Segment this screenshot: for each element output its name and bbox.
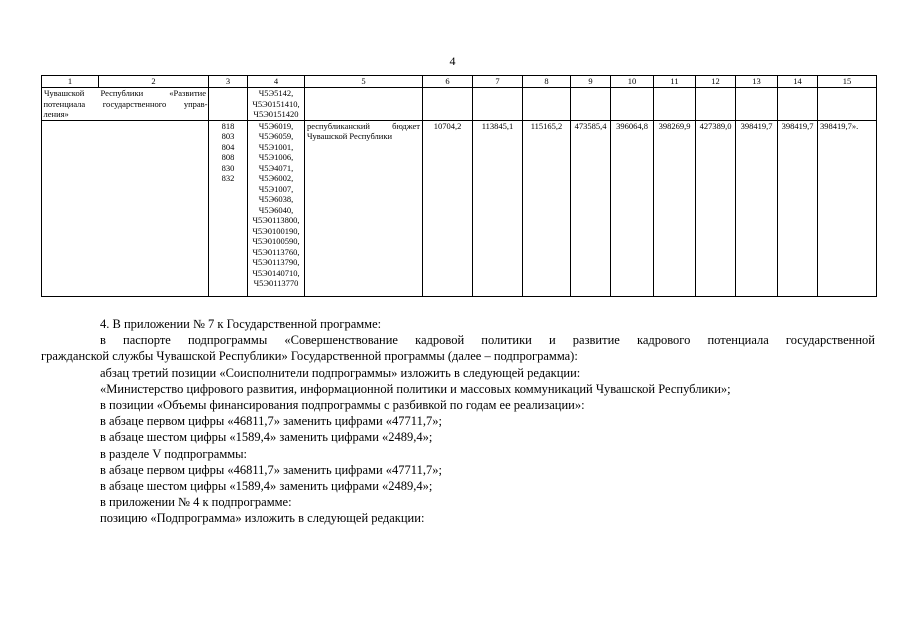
row1-col12 <box>696 88 736 121</box>
cell-text: Ч5Э6040, <box>258 204 294 215</box>
row2-col4 <box>248 120 305 296</box>
row2-value: 427389,0 <box>696 120 736 296</box>
cell-text: 830 <box>221 162 235 173</box>
column-header: 9 <box>571 76 611 88</box>
row2-col1 <box>42 120 99 296</box>
cell-text: 818 <box>221 120 235 131</box>
row1-col7 <box>473 88 523 121</box>
column-header: 13 <box>736 76 778 88</box>
page-number: 4 <box>449 54 456 68</box>
cell-text: Чувашской <box>44 88 85 98</box>
row2-col3 <box>209 120 248 296</box>
column-header: 11 <box>654 76 696 88</box>
paragraph: гражданской службы Чувашской Республики» Государственной программы (далее – подпрограмма): <box>41 349 578 364</box>
cell-text: Ч5Э0113770 <box>253 278 299 288</box>
row2-value: 473585,4 <box>571 120 611 296</box>
row2-value: 398419,7 <box>736 120 778 296</box>
cell-text: Ч5Э0113790, <box>252 257 300 267</box>
row1-col11 <box>654 88 696 121</box>
table-header-row <box>42 76 877 88</box>
column-header: 3 <box>209 76 248 88</box>
column-header: 7 <box>473 76 523 88</box>
row2-value: 396064,8 <box>611 120 654 296</box>
cell-text: Ч5Э6019, <box>258 120 294 131</box>
row2-value: 398419,7 <box>778 120 818 296</box>
cell-text: Ч5Э6059, <box>258 131 294 141</box>
cell-text: 808 <box>221 152 235 162</box>
row1-col14 <box>778 88 818 121</box>
row1-col9 <box>571 88 611 121</box>
row2-col2 <box>99 120 209 296</box>
column-header: 2 <box>99 76 209 88</box>
paragraph: позицию «Подпрограмма» изложить в следующей редакции: <box>100 511 425 526</box>
row1-col3 <box>209 88 248 121</box>
row1-col10 <box>611 88 654 121</box>
paragraph: в приложении № 4 к подпрограмме: <box>100 495 292 510</box>
cell-text: Ч5Э0151420 <box>253 109 299 119</box>
paragraph: в позиции «Объемы финансирования подпрограммы с разбивкой по годам ее реализации»: <box>100 398 585 413</box>
paragraph: в паспорте подпрограммы «Совершенствование кадровой политики и развитие кадрового потенциала государственной <box>100 333 875 348</box>
row2-value: 398269,9 <box>654 120 696 296</box>
row1-col13 <box>736 88 778 121</box>
table-row <box>42 120 877 296</box>
row1-col4 <box>248 88 305 121</box>
paragraph: 4. В приложении № 7 к Государственной программе: <box>100 317 382 331</box>
row2-value: 113845,1 <box>473 120 523 296</box>
row2-value: 10704,2 <box>423 120 473 296</box>
column-header: 1 <box>42 76 99 88</box>
cell-text: Чувашской Республики <box>307 131 393 141</box>
column-header: 10 <box>611 76 654 88</box>
row2-value: 398419,7». <box>818 120 877 296</box>
paragraph: в разделе V подпрограммы: <box>100 446 248 461</box>
cell-text: Ч5Э0100590, <box>252 236 300 246</box>
cell-text: Ч5Э0100190, <box>252 225 300 236</box>
cell-text: Ч5Э0151410, <box>252 98 300 109</box>
paragraph: в абзаце первом цифры «46811,7» заменить цифрами «47711,7»; <box>100 462 442 477</box>
cell-text: 832 <box>221 173 235 183</box>
cell-text: Ч5Э6002, <box>258 173 294 183</box>
row1-col6 <box>423 88 473 121</box>
row2-value: 115165,2 <box>523 120 571 296</box>
table-row <box>42 88 877 121</box>
row1-col8 <box>523 88 571 121</box>
cell-text: Ч5Э5142, <box>258 88 294 98</box>
cell-text: республиканский бюджет <box>307 120 420 131</box>
paragraph: «Министерство цифрового развития, информационной политики и массовых коммуникаций Чувашской Республики»; <box>100 381 731 396</box>
cell-text: Ч5Э1006, <box>258 152 294 162</box>
row1-col15 <box>818 88 877 121</box>
cell-text: ления» <box>43 109 69 119</box>
column-header: 5 <box>305 76 423 88</box>
cell-text: Ч5Э0113760, <box>252 246 300 257</box>
body-text <box>41 316 875 527</box>
paragraph: в абзаце шестом цифры «1589,4» заменить цифрами «2489,4»; <box>100 479 433 494</box>
financing-table <box>41 75 877 297</box>
column-header: 12 <box>696 76 736 88</box>
paragraph: абзац третий позиции «Соисполнители подпрограммы» изложить в следующей редакции: <box>100 365 581 380</box>
cell-text: 804 <box>221 141 235 152</box>
paragraph: в абзаце первом цифры «46811,7» заменить цифрами «47711,7»; <box>100 414 442 429</box>
cell-text: Ч5Э6038, <box>258 194 294 204</box>
column-header: 6 <box>423 76 473 88</box>
column-header: 8 <box>523 76 571 88</box>
row1-col5 <box>305 88 423 121</box>
cell-text: потенциала государственного управ- <box>43 98 208 109</box>
column-header: 14 <box>778 76 818 88</box>
cell-text: Республики «Развитие <box>100 88 206 98</box>
paragraph: в абзаце шестом цифры «1589,4» заменить цифрами «2489,4»; <box>100 430 433 445</box>
row2-col5 <box>305 120 423 296</box>
cell-text: Ч5Э0140710, <box>252 267 300 278</box>
cell-text: Ч5Э1001, <box>258 141 294 152</box>
column-header: 15 <box>818 76 877 88</box>
column-header: 4 <box>248 76 305 88</box>
cell-text: 803 <box>221 131 235 141</box>
cell-text: Ч5Э4071, <box>258 162 294 173</box>
cell-text: Ч5Э1007, <box>258 183 294 194</box>
cell-text: Ч5Э0113800, <box>252 215 300 225</box>
